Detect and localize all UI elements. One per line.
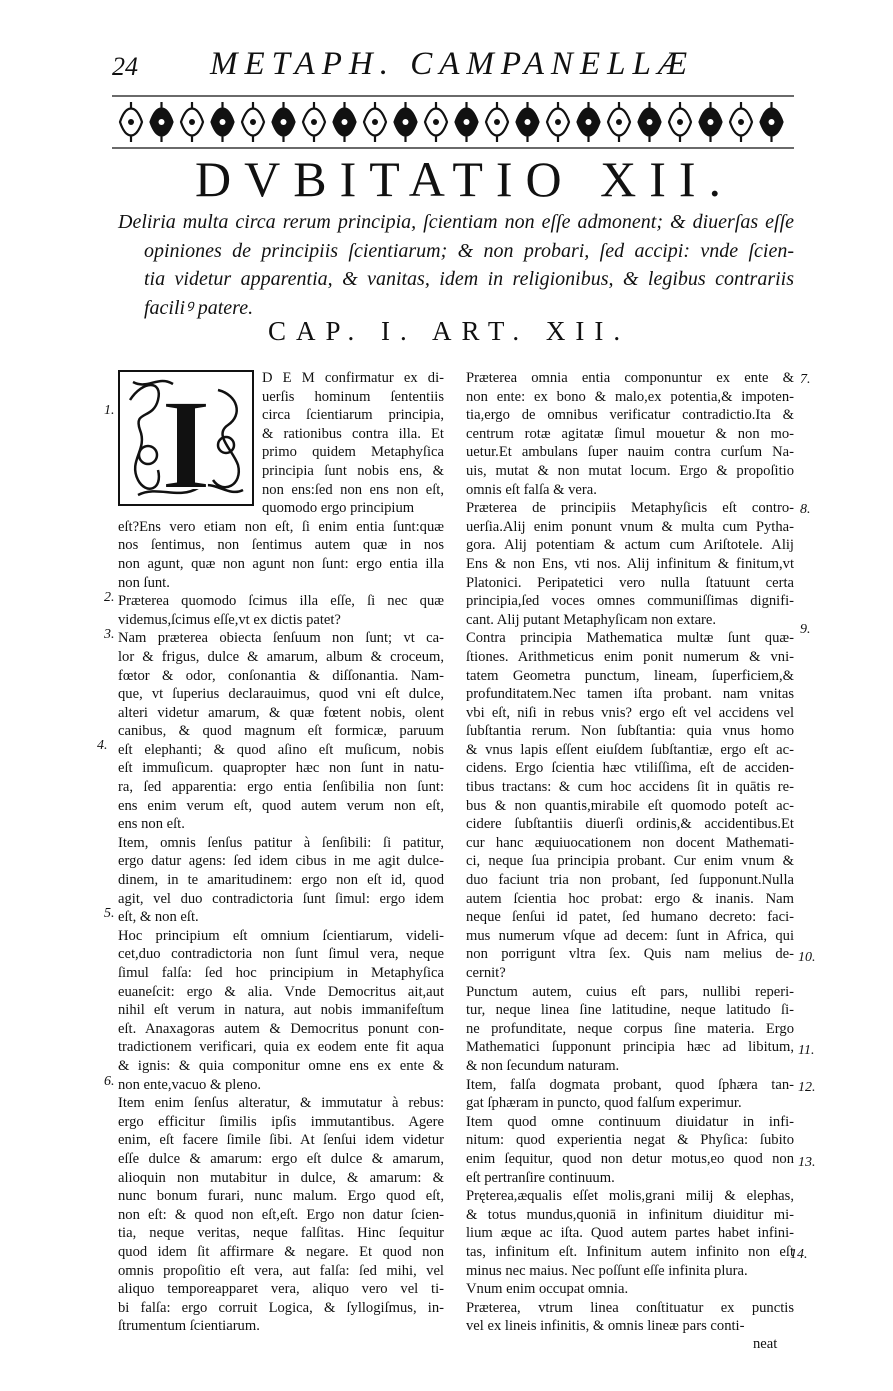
text-line: alioquin non mutabitur in dulce, & amarum: & [118,1169,444,1186]
left-column [118,369,444,1336]
ornament-dot [403,119,409,125]
text-line: cidens. Ergo ſcientia hæc vtiliſſima, eſt de acciden- [466,760,794,777]
margin-number: 5. [104,906,115,921]
text-line: ſubſtantia rerum. Non ſubſtantia: quia vnus homo [466,723,794,740]
text-line: eſt pertranſire continuum. [466,1169,615,1186]
text-line: bus & non quantis,mirabile eſt quomodo poteſt ac- [466,797,794,814]
text-line: ra, ſed apparentia: ergo entia ſenſibilia non ſunt: [118,779,444,796]
ornament-dot [525,119,531,125]
section-summary [118,208,794,322]
text-line: lium æque ac iſta. Quod autem partes habet infini- [466,1225,794,1242]
text-line: Præterea omnia entia componuntur ex ente & [466,370,794,386]
text-line: tas, infinitum eſt. Infinitum autem infinito non eſt [466,1243,794,1260]
text-line: gora. Alij potentiam & actum cum Ariſtotele. Alij [466,537,794,554]
text-line: duo faciunt tria non probant, ſed ſupponunt.Nulla [466,872,794,889]
text-line: principia ſunt nobis ens, & [262,462,444,479]
text-line: ſtrumentum ſcientiarum. [118,1318,260,1335]
margin-number: 10. [798,950,816,965]
text-line: non ſunt. [118,574,170,591]
text-line: vbi eſt, niſi in rebus vnis? ergo eſt vel accidens vel [466,704,794,721]
ornament-dot [311,119,317,125]
text-line: euaneſcit: ergo & alia. Vnde Democritus ait,aut [118,983,444,1000]
text-line: eſſe dulce & amarum: ergo eſt dulce & amarum, [118,1150,444,1167]
ornament-dot [738,119,744,125]
text-line: tibus tractans: & cum hoc accidens ſit in quātis re- [466,779,794,796]
lines-beside-initial [262,369,444,518]
text-line: ens enim verum eſt, quod autem verum non eſt, [118,797,444,814]
ornament-dot [677,119,683,125]
text-line: nihil eſt verum in natura, aut nobis immanifeſtum [118,1002,444,1019]
text-line: & totus mundus,quoniā in infinitum diuiditur mi- [466,1206,794,1223]
ornament-dot [372,119,378,125]
text-line: Ens & non Ens, vti nos. Alij infinitum & finitum,vt [466,555,794,572]
text-line: uerſis hominum ſententiis [262,388,444,405]
text-line: vel ex lineis infinitis, & omnis lineæ pars conti- [466,1318,745,1335]
text-line: quod idem ſit affirmare & negare. Et quod non [118,1243,444,1260]
text-line: Item enim ſenſus alteratur, & immutatur à rebus: [118,1095,444,1112]
ornament-dot [433,119,439,125]
text-line: profunditatem.Nec tamen iſta probant. nam vnitas [466,686,794,703]
text-line: nunc bonum furari, nunc malum. Ergo quod eſt, [118,1188,444,1205]
text-line: quomodo ergo principium [262,500,415,517]
text-line: Præterea de principiis Metaphyſicis eſt contro- [466,500,794,517]
text-line: tradictionem verificari, quia ex eodem ente fit aqua [118,1039,444,1056]
text-line: Item, omnis ſenſus patitur à ſenſibili: ſi patitur, [118,834,444,851]
text-line: autem ſcientia hoc probat: ergo & inanis. Nam [466,890,794,907]
text-line: circa ſcientiarum principia, [262,407,444,424]
ornament-dot [220,119,226,125]
ornament-dot [281,119,287,125]
catchword: neat [753,1336,778,1352]
text-line: eſt?Ens vero etiam non eſt, ſi enim entia ſunt:quæ [118,518,444,535]
ornament-dot [616,119,622,125]
summary-line: Deliria multa circa rerum principia, ſcientiam non eſſe admonent; & diuerſas eſſe [118,211,794,233]
text-line: tia,ergo de omnibus verificatur contradictio.Ita & [466,407,794,424]
text-line: & vnus lapis eſſent eiuſdem ſubſtantiæ, ergo eſt ac- [466,741,794,758]
ornament-dot [555,119,561,125]
text-line: bi falſa: ergo corruit Logica, & ſyllogiſmus, in- [118,1299,444,1316]
right-column [466,369,794,1336]
text-line: Platonici. Peripatetici vero nulla ſtatuunt certa [466,574,794,591]
text-line: uerſia.Alij enim ponunt vnum & multa cum Pytha- [466,518,794,535]
text-line: neque ſenſui id patet, ſed humano decreto: faci- [466,909,794,926]
text-line: nitum: quod experientia negat & Phyſica: ſubito [466,1132,794,1149]
margin-number: 8. [800,502,811,517]
text-line: cur hanc æquiuocationem non docent Mathemati- [466,834,794,851]
text-line: uis, mutat & non mutat locum. Ergo & propoſitio [466,462,794,479]
text-line: ens non eſt. [118,816,185,833]
margin-number: 4. [97,738,108,753]
text-line: Item, falſa dogmata probant, quod ſphæra tan- [466,1076,794,1093]
margin-number: 3. [104,627,115,642]
ornament-dot [494,119,500,125]
text-line: cernit? [466,965,506,981]
text-line: aliquo temporeapparet vera, aliquo vero vel ti- [118,1281,444,1298]
text-line: que, vt ſuperius declarauimus, quod vni eſt dulce, [118,686,444,703]
chapter-heading: CAP. I. ART. XII. [268,316,631,346]
text-line: Contra principia Mathematica multæ ſunt quæ- [466,630,794,647]
ornament-dot [464,119,470,125]
summary-line: tia videtur apparentia, & vanitas, idem in religionibus, & legibus contrariis [144,268,794,290]
text-line: non ente,vacuo & pleno. [118,1076,262,1093]
margin-number: 2. [104,590,115,605]
text-line: eſt, & non eſt. [118,909,199,926]
ornament-dot [128,119,134,125]
text-line: ergo efficitur ſimilis ipſis immutantibus. Agere [118,1113,444,1130]
text-line: alteri videtur amarum, & quæ fœtent nobis, olent [118,704,444,721]
text-line: dinem, in te amaritudinem: ergo non eſt id, quod [118,872,444,889]
section-title: DVBITATIO XII. [195,151,735,207]
text-line: Pręterea,æqualis eſſet molis,grani milij & elephas, [466,1188,794,1205]
text-line: tia, neque veritas, neque falſitas. Hinc ſequitur [118,1225,444,1242]
text-line: cet,duo contradictoria non ſunt ſimul vera, neque [118,946,444,963]
text-line: omnis propoſitio eſt vera, aut falſa: ſed mihi, vel [118,1262,444,1279]
summary-line: opiniones de principiis ſcientiarum; & non probari, ſed accipi: vnde ſcien- [144,239,794,262]
page-number: 24 [112,52,138,81]
ornament-dot [647,119,653,125]
text-line: non porrigunt vltra ſex. Quis nam melius de- [466,946,794,963]
ornament-dot [769,119,775,125]
text-line: & rationibus contra illa. Et [262,425,444,442]
text-line: mus numerum vſque ad decem: ſunt in Africa, qui [466,927,794,944]
text-line: non ens:ſed non ens non eſt, [262,481,444,498]
text-line: cidere ſubſtantiis diuerſi ordinis,& accidentibus.Et [466,816,794,833]
initial-letter-glyph: I [160,373,212,506]
text-line: non agunt, quæ non agunt non ſunt: ergo entia illa [118,555,444,572]
text-line: non ente: ex bono & malo,ex potentia,& impoten- [466,388,794,405]
ornament-dot [159,119,165,125]
margin-number: 13. [798,1155,816,1170]
text-line: nos ſentimus, non ſentimus autem quæ in nos [118,537,444,554]
text-line: Item quod omne continuum diuidatur in infi- [466,1113,794,1130]
margin-number: 6. [104,1074,115,1089]
text-line: tatem Geometra punctum, lineam, ſuperficiem,& [466,667,794,684]
text-line: Mathematici ſupponunt principia hæc ad libitum, [466,1039,794,1056]
text-line: Vnum enim occupat omnia. [466,1281,629,1298]
text-line: agit, vel duo contradictoria ſunt ſimul: ergo idem [118,890,444,907]
summary-line: faciliꝰ patere. [144,296,254,319]
text-line: enim ſequitur, quod non detur motus,eo quod non [466,1150,794,1167]
text-line: ſtiones. Arithmeticus enim ponit numerum & vni- [466,648,794,665]
text-line: ci, neque ſua principia probant. Cur enim vnum & [466,853,794,870]
text-line: non eſt: & quod non eſt,eſt. Ergo non datur ſcien- [118,1206,444,1223]
text-line: & non ſecundum naturam. [466,1057,620,1074]
text-line: fœtor & odor, conſonantia & diſſonantia. Nam- [118,667,444,684]
left-column-text [118,518,444,1336]
ornament-dot [250,119,256,125]
text-line: lor & frigus, dulce & amarum, album & croceum, [118,648,444,665]
text-line: canibus, & quod magnum eſt formicæ, paruum [118,723,444,740]
text-line: Præterea quomodo ſcimus illa eſſe, ſi nec quæ [118,593,444,610]
margin-number: 12. [798,1080,816,1095]
text-line: principia,ſed voces omnes communiſſimas dignifi- [466,593,794,610]
right-column-text [466,369,794,1336]
ornament-dot [342,119,348,125]
text-line: centrum rotæ agitatæ ſimul mouetur & non mo- [466,425,794,442]
margin-number: 1. [104,403,115,418]
text-line: Punctum autem, cuius eſt pars, nullibi reperi- [466,983,794,1000]
ornament-dot [189,119,195,125]
text-line: ergo datur agens: ſed idem cibus in me agit dulce- [118,853,444,870]
text-line: & ignis: & quia componitur omne ens ex ente & [118,1057,444,1074]
text-line: eſt. Anaxagoras autem & Democritus ponunt con- [118,1020,444,1037]
text-line: omnis eſt falſa & vera. [466,481,597,498]
text-line: cant. Alij putant Metaphyſicam non extare. [466,611,717,628]
text-line: Nam præterea obiecta ſenſuum non ſunt; vt ca- [118,630,444,647]
ornamental-border [112,92,794,152]
text-line: eſt elephanti; & quod aſino eſt muſicum, nobis [118,741,444,758]
running-title: METAPH. CAMPANELLÆ [210,46,695,82]
text-line: uetur.Et ambulans ſuper nauim contra curſum Na- [466,444,794,461]
text-line: Hoc principium eſt omnium ſcientiarum, videli- [118,927,444,944]
text-line: minus nec maius. Nec poſſunt eſſe infinita plura. [466,1262,748,1279]
text-line: Præterea, vtrum linea conſtituatur ex punctis [466,1299,794,1316]
text-line: ne profunditate, neque corpus ſine materia. Ergo [466,1020,794,1037]
margin-number: 11. [798,1043,815,1058]
text-line: videmus,ſcimus eſſe,vt ex dictis patet? [118,611,341,628]
ornament-dot [586,119,592,125]
text-line: enim, eſt facere ſimile ſibi. At ſenſui idem videtur [118,1132,444,1149]
text-line: primo quidem Metaphyſica [262,444,444,461]
text-line: D E M confirmatur ex di- [262,370,444,386]
text-line: ſimul falſa: ſed hoc principium in Metaphyſica [118,965,444,981]
margin-number: 14. [790,1247,808,1262]
text-line: eſt immuſicum. quapropter hæc non ſunt in natu- [118,760,444,777]
ornament-dot [708,119,714,125]
margin-number: 7. [800,372,811,387]
margin-number: 9. [800,622,811,637]
text-line: tur, neque linea ſine latitudine, neque latitudo ſi- [466,1002,794,1019]
text-line: gat ſphæram in puncto, quod falſum experimur. [466,1095,742,1112]
